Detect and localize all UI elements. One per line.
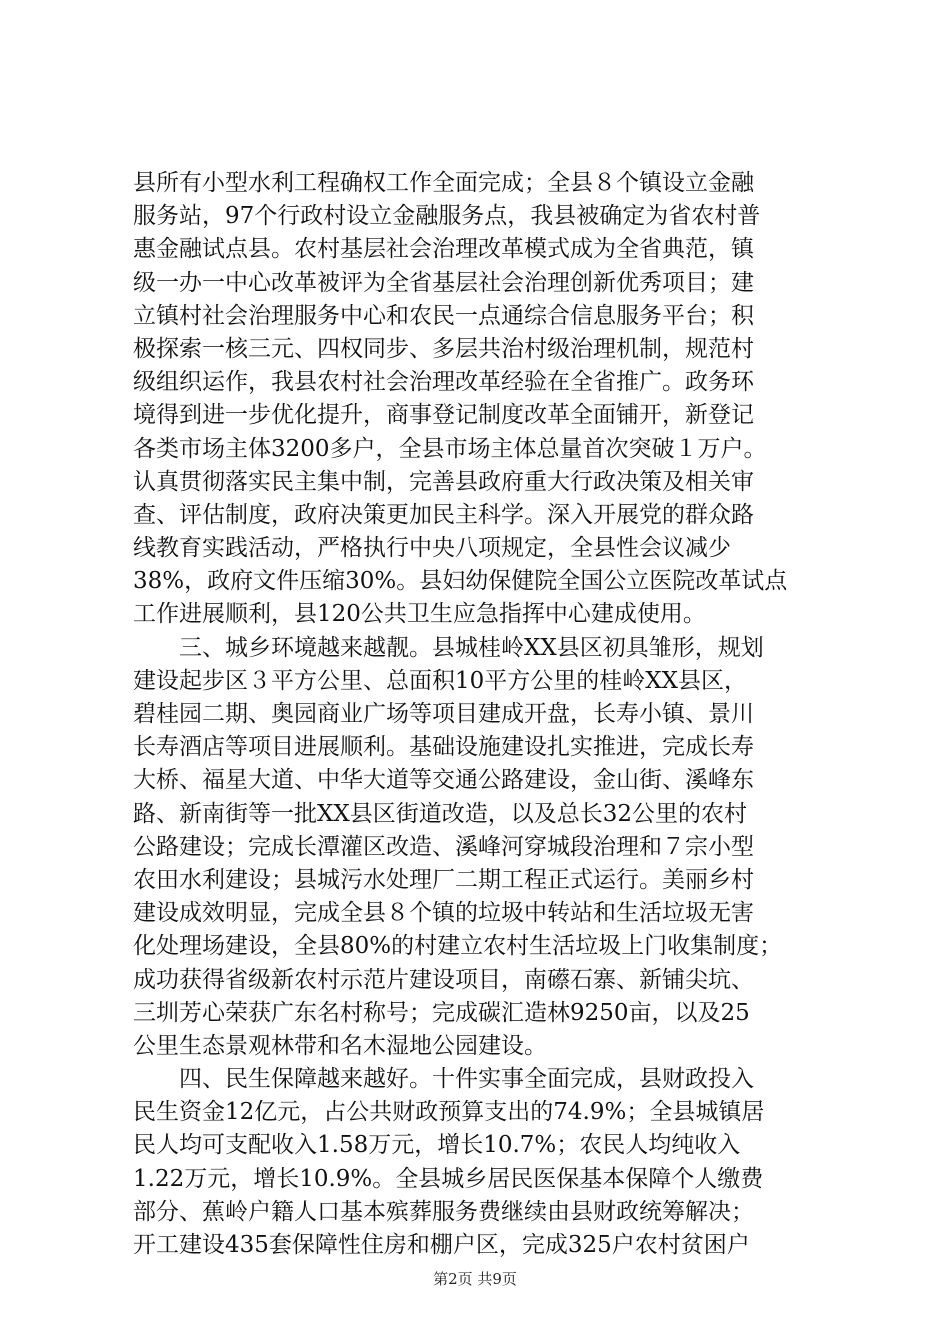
text-line: 公路建设；完成长潭灌区改造、溪峰河穿城段治理和７宗小型 — [133, 833, 754, 860]
text-line: 服务站，97个行政村设立金融服务点，我县被确定为省农村普 — [133, 203, 761, 230]
text-line: 开工建设435套保障性住房和棚户区，完成325户农村贫困户 — [133, 1232, 750, 1258]
text-line: 境得到进一步优化提升，商事登记制度改革全面铺开，新登记 — [133, 402, 754, 429]
text-line: 公里生态景观林带和名木湿地公园建设。 — [133, 1032, 547, 1059]
text-line: 三圳芳心荣获广东名村称号；完成碳汇造林9250亩，以及25 — [133, 999, 750, 1026]
text-line: 农田水利建设；县城污水处理厂二期工程正式运行。美丽乡村 — [133, 866, 754, 893]
text-line: 查、评估制度，政府决策更加民主科学。深入开展党的群众路 — [133, 501, 754, 528]
text-line: 38%，政府文件压缩30%。县妇幼保健院全国公立医院改革试点 — [133, 568, 788, 595]
text-line: 立镇村社会治理服务中心和农民一点通综合信息服务平台；积 — [133, 302, 754, 329]
text-line: 级一办一中心改革被评为全省基层社会治理创新优秀项目；建 — [133, 269, 754, 296]
text-line: 四、民生保障越来越好。十件实事全面完成，县财政投入 — [133, 1066, 754, 1093]
text-line: 惠金融试点县。农村基层社会治理改革模式成为全省典范，镇 — [133, 236, 754, 263]
text-line: 建设起步区３平方公里、总面积10平方公里的桂岭XX县区， — [133, 667, 748, 694]
text-line: 各类市场主体3200多户，全县市场主体总量首次突破１万户。 — [133, 435, 767, 462]
text-line: 民人均可支配收入1.58万元，增长10.7%；农民人均纯收入 — [133, 1132, 741, 1159]
text-line: 工作进展顺利，县120公共卫生应急指挥中心建成使用。 — [133, 601, 706, 628]
text-line: 大桥、福星大道、中华大道等交通公路建设，金山街、溪峰东 — [133, 767, 754, 794]
text-line: 路、新南街等一批XX县区街道改造，以及总长32公里的农村 — [133, 800, 748, 827]
text-line: 县所有小型水利工程确权工作全面完成；全县８个镇设立金融 — [133, 170, 754, 196]
text-line: 部分、蕉岭户籍人口基本殡葬服务费继续由县财政统筹解决； — [133, 1198, 754, 1225]
body-text — [133, 167, 823, 1262]
text-line: 1.22万元，增长10.9%。全县城乡居民医保基本保障个人缴费 — [133, 1165, 764, 1192]
text-line: 三、城乡环境越来越靓。县城桂岭XX县区初具雏形，规划 — [133, 634, 764, 661]
text-line: 民生资金12亿元，占公共财政预算支出的74.9%；全县城镇居 — [133, 1099, 765, 1126]
text-line: 碧桂园二期、奥园商业广场等项目建成开盘，长寿小镇、景川 — [133, 701, 754, 727]
text-line: 长寿酒店等项目进展顺利。基础设施建设扎实推进，完成长寿 — [133, 734, 754, 761]
text-line: 认真贯彻落实民主集中制，完善县政府重大行政决策及相关审 — [133, 468, 754, 495]
text-line: 级组织运作，我县农村社会治理改革经验在全省推广。政务环 — [133, 369, 754, 396]
text-line: 成功获得省级新农村示范片建设项目，南礤石寨、新铺尖坑、 — [133, 966, 754, 993]
text-line: 极探索一核三元、四权同步、多层共治村级治理机制，规范村 — [133, 335, 754, 362]
text-line: 线教育实践活动，严格执行中央八项规定，全县性会议减少 — [133, 535, 731, 562]
page-footer: 第2页 共9页 — [433, 1270, 517, 1288]
text-line: 建设成效明显，完成全县８个镇的垃圾中转站和生活垃圾无害 — [133, 900, 754, 927]
text-line: 化处理场建设，全县80%的村建立农村生活垃圾上门收集制度； — [133, 933, 783, 960]
